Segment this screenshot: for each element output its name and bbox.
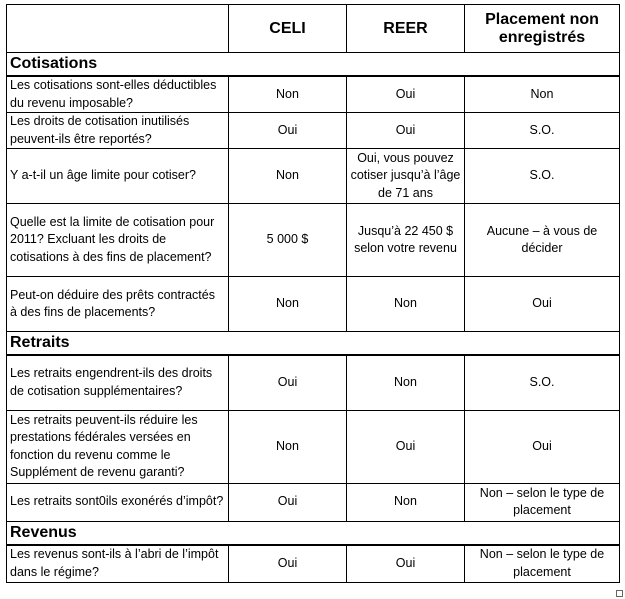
reer-cell: Oui [347, 545, 465, 583]
header-placement: Placement non enregistrés [465, 5, 620, 53]
placement-cell: Oui [465, 410, 620, 483]
question-cell: Les retraits engendrent-ils des droits de cotisation supplémentaires? [7, 355, 229, 410]
table-row [7, 483, 620, 521]
question-cell: Peut-on déduire des prêts contractés à des fins de placements? [7, 277, 229, 332]
header-celi: CELI [229, 5, 347, 53]
table-row [7, 355, 620, 410]
celi-cell: 5 000 $ [229, 204, 347, 277]
table-row [7, 204, 620, 277]
table-row [7, 76, 620, 113]
section-title: Revenus [7, 521, 620, 545]
reer-cell: Non [347, 277, 465, 332]
placement-cell: Non [465, 76, 620, 113]
header-row [7, 5, 620, 53]
table-row [7, 277, 620, 332]
question-cell: Y a-t-il un âge limite pour cotiser? [7, 149, 229, 204]
question-cell: Les droits de cotisation inutilisés peuvent-ils être reportés? [7, 113, 229, 149]
celi-cell: Non [229, 410, 347, 483]
question-cell: Les cotisations sont-elles déductibles du revenu imposable? [7, 76, 229, 113]
table-row [7, 113, 620, 149]
celi-cell: Non [229, 277, 347, 332]
table-row [7, 149, 620, 204]
reer-cell: Oui, vous pouvez cotiser jusqu’à l’âge de 71 ans [347, 149, 465, 204]
placement-cell: S.O. [465, 149, 620, 204]
comparison-table [6, 4, 620, 583]
celi-cell: Non [229, 149, 347, 204]
reer-cell: Oui [347, 410, 465, 483]
reer-cell: Oui [347, 113, 465, 149]
celi-cell: Non [229, 76, 347, 113]
section-title: Cotisations [7, 53, 620, 77]
celi-cell: Oui [229, 545, 347, 583]
table-row [7, 410, 620, 483]
section-row-cotisations [7, 53, 620, 77]
placement-cell: Oui [465, 277, 620, 332]
celi-cell: Oui [229, 483, 347, 521]
header-reer: REER [347, 5, 465, 53]
reer-cell: Jusqu’à 22 450 $ selon votre revenu [347, 204, 465, 277]
reer-cell: Oui [347, 76, 465, 113]
section-title: Retraits [7, 332, 620, 356]
celi-cell: Oui [229, 355, 347, 410]
celi-cell: Oui [229, 113, 347, 149]
question-cell: Les retraits peuvent-ils réduire les prestations fédérales versées en fonction du revenu comme le Supplément de revenu garanti? [7, 410, 229, 483]
placement-cell: Non – selon le type de placement [465, 545, 620, 583]
question-cell: Les retraits sont0ils exonérés d’impôt? [7, 483, 229, 521]
section-row-revenus [7, 521, 620, 545]
placement-cell: S.O. [465, 355, 620, 410]
header-empty-cell [7, 5, 229, 53]
reer-cell: Non [347, 483, 465, 521]
placement-cell: Non – selon le type de placement [465, 483, 620, 521]
placement-cell: S.O. [465, 113, 620, 149]
section-row-retraits [7, 332, 620, 356]
placement-cell: Aucune – à vous de décider [465, 204, 620, 277]
table-row [7, 545, 620, 583]
reer-cell: Non [347, 355, 465, 410]
resize-handle[interactable] [616, 590, 623, 597]
question-cell: Les revenus sont-ils à l’abri de l’impôt dans le régime? [7, 545, 229, 583]
question-cell: Quelle est la limite de cotisation pour 2011? Excluant les droits de cotisations à des fins de placement? [7, 204, 229, 277]
